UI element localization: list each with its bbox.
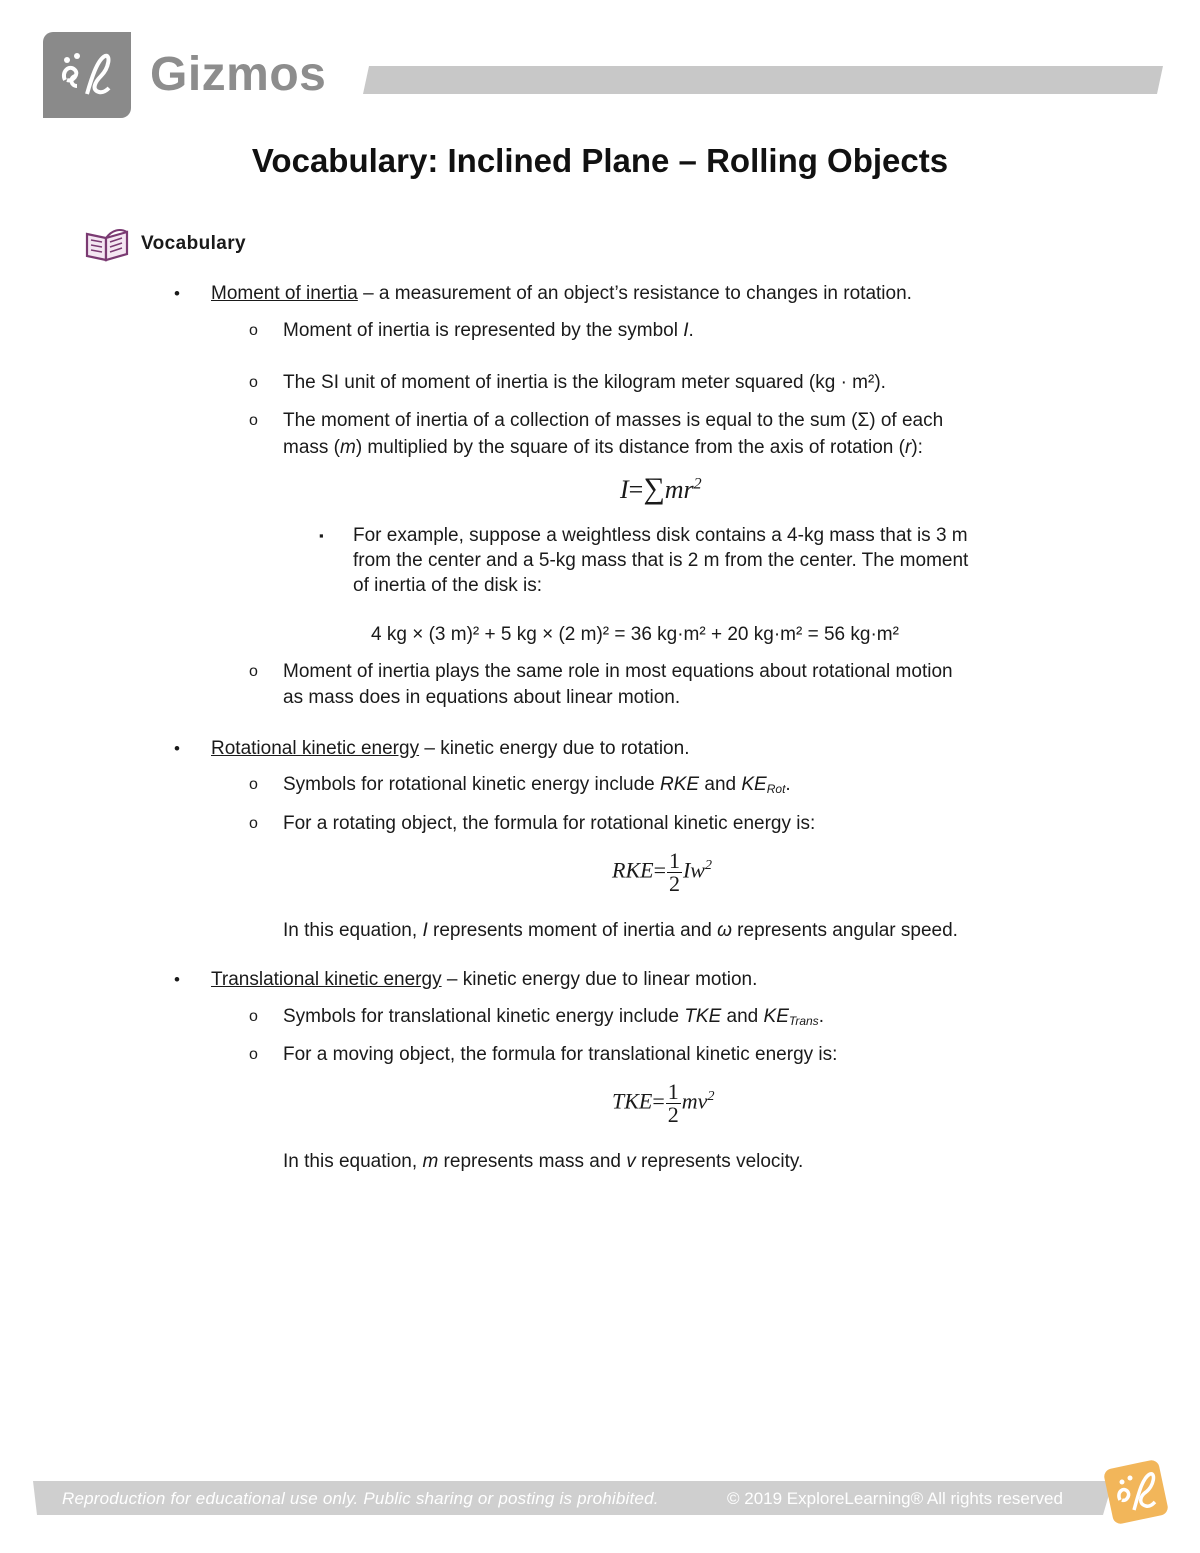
tke-formula-eq: = (652, 1088, 665, 1114)
moi-formula-sum: ∑ (643, 472, 665, 505)
rke-symbols-line (283, 772, 791, 799)
tke-formula (612, 1081, 714, 1126)
tke-symbols-text: Symbols for translational kinetic energy include (283, 1006, 685, 1027)
bullet-marker: • (174, 739, 180, 758)
header-bar (363, 66, 1163, 94)
section-heading: Vocabulary (141, 233, 247, 254)
circle-marker: o (249, 815, 258, 832)
gizmos-logo (43, 32, 131, 118)
moi-formula (620, 472, 702, 506)
tke-formula-intro: For a moving object, the formula for translational kinetic energy is: (283, 1044, 838, 1065)
circle-marker: o (249, 1046, 258, 1063)
tke-formula-lhs: TKE (612, 1088, 653, 1114)
rke-formula-exp: 2 (704, 858, 712, 874)
moi-formula-lhs: I (620, 475, 629, 504)
footer-copyright: © 2019 ExploreLearning® All rights reserved (727, 1489, 1063, 1508)
tke-fraction (666, 1081, 681, 1126)
moi-role-line-1: Moment of inertia plays the same role in most equations about rotational motion (283, 661, 953, 682)
rke-explain-c: represents angular speed. (731, 920, 958, 941)
moi-symbol: I (683, 320, 689, 341)
moi-sum-m: m (340, 437, 356, 458)
tke-explain-a: In this equation, (283, 1151, 423, 1172)
rke-fraction-num: 1 (668, 848, 680, 873)
tke-explanation (283, 1149, 803, 1175)
moi-formula-rhs: mr (664, 475, 694, 504)
rke-explain-i: I (422, 920, 428, 941)
moi-definition: – a measurement of an object’s resistance to changes in rotation. (357, 283, 912, 304)
tke-end: . (818, 1006, 824, 1027)
example-line-1: For example, suppose a weightless disk contains a 4-kg mass that is 3 m (353, 525, 968, 546)
moi-sum-text-c: ): (911, 437, 923, 458)
moi-sum-r: r (904, 437, 912, 458)
example-calculation: 4 kg × (3 m)² + 5 kg × (2 m)² = 36 kg·m² + 20 kg·m² = 56 kg·m² (371, 624, 899, 645)
rke-symbol-2: KE (741, 774, 767, 795)
rke-formula-rhs: Iw (682, 857, 705, 883)
tke-explain-m: m (422, 1151, 439, 1172)
rke-item (211, 736, 689, 762)
moi-sum-text-a: mass ( (283, 437, 340, 458)
tke-definition: – kinetic energy due to linear motion. (441, 969, 758, 990)
circle-marker: o (249, 663, 258, 680)
example-line-2: from the center and a 5-kg mass that is 2 m from the center. The moment (353, 550, 969, 571)
tke-formula-exp: 2 (707, 1089, 715, 1105)
rke-formula-intro: For a rotating object, the formula for rotational kinetic energy is: (283, 813, 816, 834)
rke-end: . (785, 774, 791, 795)
moi-formula-eq: = (628, 475, 644, 504)
moi-unit-line: The SI unit of moment of inertia is the kilogram meter squared (kg · m²). (283, 372, 886, 393)
rke-definition: – kinetic energy due to rotation. (419, 738, 690, 759)
circle-marker: o (249, 322, 258, 339)
tke-fraction-den: 2 (667, 1102, 679, 1127)
moi-symbol-line: Moment of inertia is represented by the symbol I. (283, 320, 694, 341)
tke-explain-b: represents mass and (438, 1151, 627, 1172)
moi-formula-exp: 2 (693, 475, 702, 493)
moi-item (211, 281, 912, 307)
el-logo-icon (57, 50, 117, 102)
moi-sum-text-b: ) multiplied by the square of its distance from the axis of rotation ( (355, 437, 905, 458)
rke-formula-eq: = (653, 857, 666, 883)
circle-marker: o (249, 412, 258, 429)
circle-marker: o (249, 1008, 258, 1025)
rke-fraction (667, 850, 682, 895)
tke-term: Translational kinetic energy (211, 969, 442, 990)
tke-symbol-2-sub: Trans (788, 1014, 819, 1028)
tke-formula-rhs: mv (681, 1088, 708, 1114)
page-title: Vocabulary: Inclined Plane – Rolling Objects (251, 142, 949, 179)
rke-symbols-text: Symbols for rotational kinetic energy include (283, 774, 661, 795)
rke-explain-w: ω (717, 920, 732, 941)
moi-symbol-text: Moment of inertia is represented by the symbol (283, 320, 684, 341)
rke-term: Rotational kinetic energy (211, 738, 420, 759)
tke-explain-v: v (626, 1151, 636, 1172)
moi-sum-line-1: The moment of inertia of a collection of masses is equal to the sum (Σ) of each (283, 410, 944, 431)
rke-symbol-1: RKE (660, 774, 700, 795)
circle-marker: o (249, 374, 258, 391)
tke-symbol-1: TKE (684, 1006, 722, 1027)
tke-item (211, 967, 757, 993)
tke-explain-c: represents velocity. (635, 1151, 804, 1172)
square-marker: ▪ (319, 528, 324, 543)
brand-name: Gizmos (150, 48, 327, 101)
rke-and: and (699, 774, 742, 795)
moi-role-line-2: as mass does in equations about linear motion. (283, 687, 681, 708)
rke-formula-lhs: RKE (612, 857, 654, 883)
example-line-3: of inertia of the disk is: (353, 575, 543, 596)
bullet-marker: • (174, 284, 180, 303)
circle-marker: o (249, 776, 258, 793)
explorelearning-logo-icon (1098, 1456, 1172, 1530)
rke-explain-b: represents moment of inertia and (427, 920, 718, 941)
tke-symbols-line (283, 1004, 824, 1031)
rke-explanation (283, 918, 958, 944)
rke-symbol-2-sub: Rot (766, 782, 786, 796)
tke-fraction-num: 1 (667, 1079, 679, 1104)
tke-and: and (721, 1006, 764, 1027)
bullet-marker: • (174, 970, 180, 989)
rke-fraction-den: 2 (668, 871, 680, 896)
rke-formula (612, 850, 712, 895)
moi-sum-line-2 (283, 435, 923, 461)
tke-symbol-2: KE (763, 1006, 789, 1027)
book-icon (84, 226, 130, 262)
footer-notice: Reproduction for educational use only. Public sharing or posting is prohibited. (62, 1489, 659, 1508)
rke-explain-a: In this equation, (283, 920, 423, 941)
moi-term: Moment of inertia (211, 283, 358, 304)
